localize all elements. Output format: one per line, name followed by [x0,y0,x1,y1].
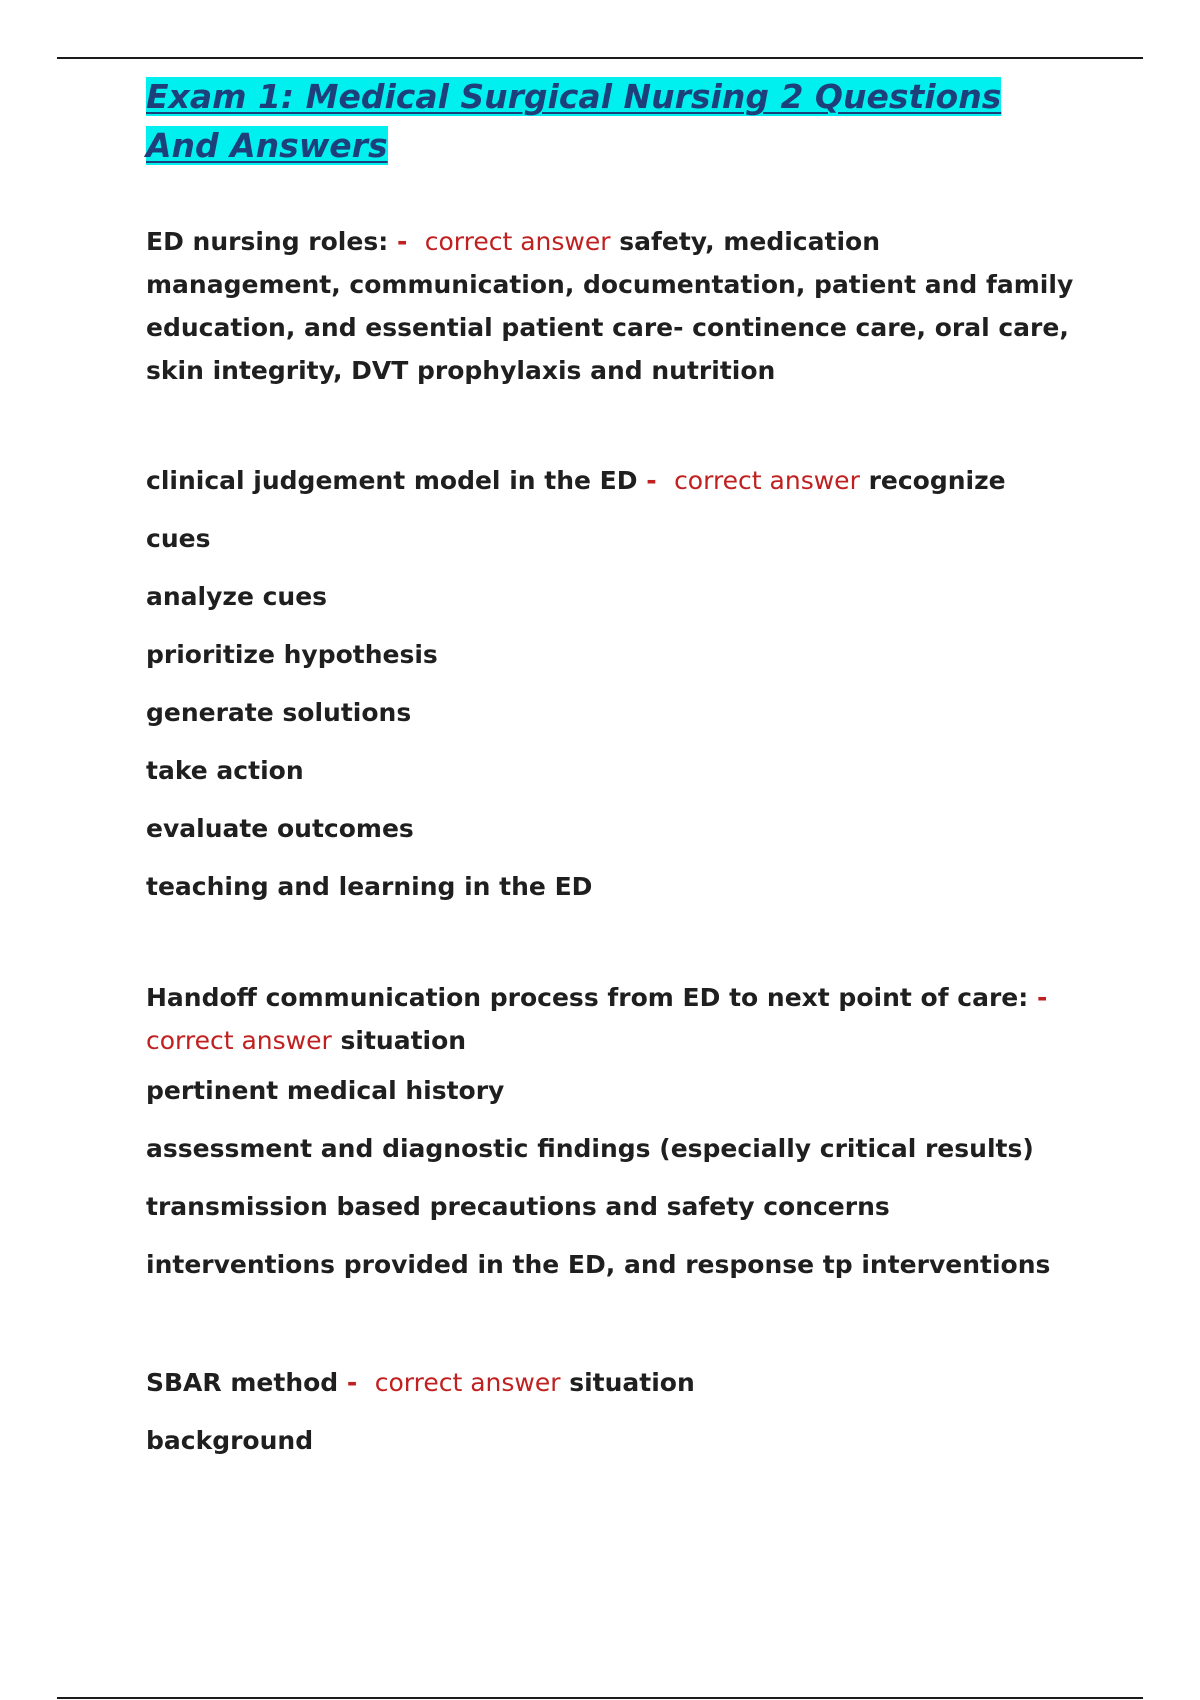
answer-line: transmission based precautions and safety concerns [146,1192,890,1221]
separator: - [346,1368,358,1397]
question-text: Handoff communication process from ED to next point of care: [146,983,1029,1012]
answer-label: correct answer [146,1026,332,1055]
answer-line: teaching and learning in the ED [146,872,593,901]
answer-label: correct answer [424,227,611,256]
separator: - [646,466,657,495]
answer-label: correct answer [374,1368,561,1397]
qa-block-4 [146,1354,1076,1470]
answer-label: correct answer [674,466,860,495]
answer-line: prioritize hypothesis [146,640,438,669]
question-text: clinical judgement model in the ED [146,466,638,495]
answer-line: background [146,1426,314,1455]
question-text: SBAR method [146,1368,339,1397]
answer-text: safety, medication management, communication, documentation, patient and family education, and essential patient care- continence care, oral care, skin integrity, DVT prophylaxis and nutrition [146,227,1074,385]
answer-line: evaluate outcomes [146,814,414,843]
top-rule [57,57,1143,59]
qa-line [146,976,1076,1062]
answer-line: analyze cues [146,582,328,611]
separator: - [396,227,408,256]
qa-line [146,1354,1076,1412]
answer-text: recognize cues [146,466,1006,553]
answer-line: assessment and diagnostic findings (especially critical results) [146,1134,1034,1163]
answer-line: take action [146,756,304,785]
answer-line: generate solutions [146,698,412,727]
document-title: Exam 1: Medical Surgical Nursing 2 Questions And Answers [146,77,1002,165]
answer-text: situation [569,1368,695,1397]
qa-block-3 [146,976,1076,1294]
qa-block-1 [146,220,1076,392]
answer-line: interventions provided in the ED, and response tp interventions [146,1250,1051,1279]
bottom-rule [57,1697,1143,1699]
document-body [146,72,1076,1470]
answer-line: pertinent medical history [146,1076,505,1105]
qa-line [146,452,1076,568]
answer-text: situation [340,1026,467,1055]
qa-line [146,220,1076,392]
separator: - [1036,983,1048,1012]
question-text: ED nursing roles: [146,227,389,256]
qa-block-2 [146,452,1076,916]
